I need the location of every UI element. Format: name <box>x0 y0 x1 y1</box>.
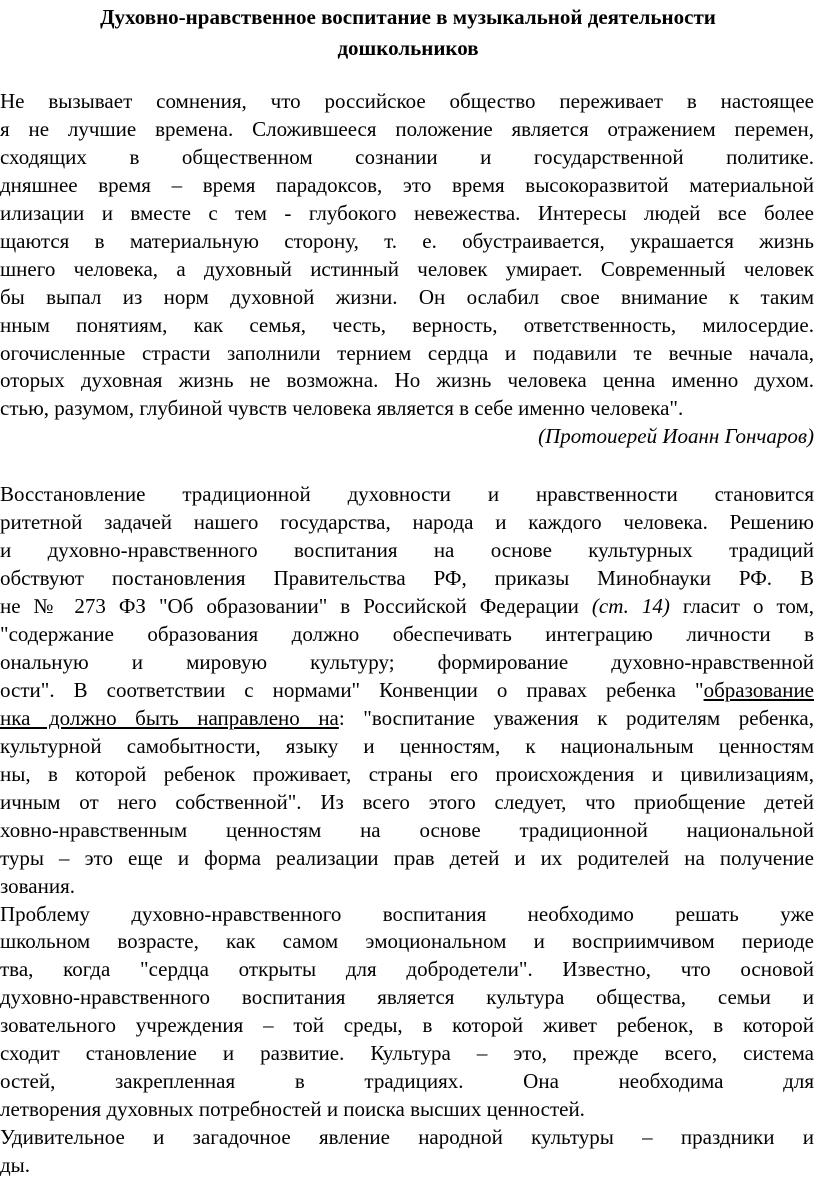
text-line: не № 273 ФЗ "Об образовании" в Российской Федерации (ст. 14) гласит о том, <box>0 594 814 619</box>
text-line: "содержание образования должно обеспечивать интеграцию личности в <box>0 622 814 647</box>
title-line-1: Духовно-нравственное воспитание в музыкальной деятельности <box>100 5 716 29</box>
text-line: и духовно-нравственного воспитания на основе культурных традиций <box>0 538 814 563</box>
text-line: щаются в материальную сторону, т. е. обустраивается, украшается жизнь <box>0 228 814 253</box>
text-line: Удивительное и загадочное явление народной культуры – праздники и <box>0 1125 814 1150</box>
text-line: огочисленные страсти заполнили тернием сердца и подавили те вечные начала, <box>0 340 814 365</box>
text-line: Восстановление традиционной духовности и нравственности становится <box>0 482 814 507</box>
text-line: дняшнее время – время парадоксов, это время высокоразвитой материальной <box>0 172 814 197</box>
text-line: духовно-нравственного воспитания является культура общества, семьи и <box>0 985 814 1010</box>
text-line: туры – это еще и форма реализации прав детей и их родителей на получение <box>0 845 814 870</box>
text-line: школьном возрасте, как самом эмоциональном и восприимчивом периоде <box>0 929 814 954</box>
text-line: сходящих в общественном сознании и государственной политике. <box>0 144 814 169</box>
text-line: ховно-нравственным ценностям на основе традиционной национальной <box>0 817 814 842</box>
text-line: летворения духовных потребностей и поиска высших ценностей. <box>0 1097 585 1122</box>
text-line: Не вызывает сомнения, что российское общество переживает в настоящее <box>0 89 814 113</box>
text-line: зования. <box>0 873 76 898</box>
text-line: остей, закрепленная в традициях. Она необходима для <box>0 1069 814 1094</box>
text-line: ональную и мировую культуру; формирование духовно-нравственной <box>0 650 814 674</box>
text-line: я не лучшие времена. Сложившееся положение является отражением перемен, <box>0 116 814 141</box>
text-line: стью, разумом, глубиной чувств человека является в себе именно человека". <box>0 396 684 421</box>
page-title <box>0 2 816 64</box>
text-line: тва, когда "сердца открыты для добродетели". Известно, что основой <box>0 957 814 982</box>
text-line: зовательного учреждения – той среды, в которой живет ребенок, в которой <box>0 1013 814 1038</box>
text-line: сходит становление и развитие. Культура – это, прежде всего, система <box>0 1041 814 1066</box>
text-line: ичным от него собственной". Из всего этого следует, что приобщение детей <box>0 789 814 814</box>
text-line: Проблему духовно-нравственного воспитания необходимо решать уже <box>0 901 814 926</box>
text-line: нка должно быть направлено на: "воспитание уважения к родителям ребенка, <box>0 705 814 730</box>
text-line: бы выпал из норм духовной жизни. Он ослабил свое внимание к таким <box>0 284 814 309</box>
text-line: культурной самобытности, языку и ценностям, к национальным ценностям <box>0 733 814 758</box>
text-line: шнего человека, а духовный истинный человек умирает. Современный человек <box>0 256 814 281</box>
text-line: оторых духовная жизнь не возможна. Но жизнь человека ценна именно духом. <box>0 368 814 393</box>
title-line-2: дошкольников <box>337 36 479 60</box>
text-line: ритетной задачей нашего государства, народа и каждого человека. Решению <box>0 510 814 535</box>
text-line: нным понятиям, как семья, честь, верность, ответственность, милосердие. <box>0 312 814 337</box>
text-line: ды. <box>0 1153 31 1178</box>
text-line: ны, в которой ребенок проживает, страны его происхождения и цивилизациям, <box>0 761 814 786</box>
quote-attribution: (Протоиерей Иоанн Гончаров) <box>538 424 814 449</box>
text-line: ости". В соответствии с нормами" Конвенции о правах ребенка "образование <box>0 677 814 702</box>
text-line: обствуют постановления Правительства РФ, приказы Минобнауки РФ. В <box>0 566 814 591</box>
text-line: илизации и вместе с тем - глубокого невежества. Интересы людей все более <box>0 200 814 225</box>
